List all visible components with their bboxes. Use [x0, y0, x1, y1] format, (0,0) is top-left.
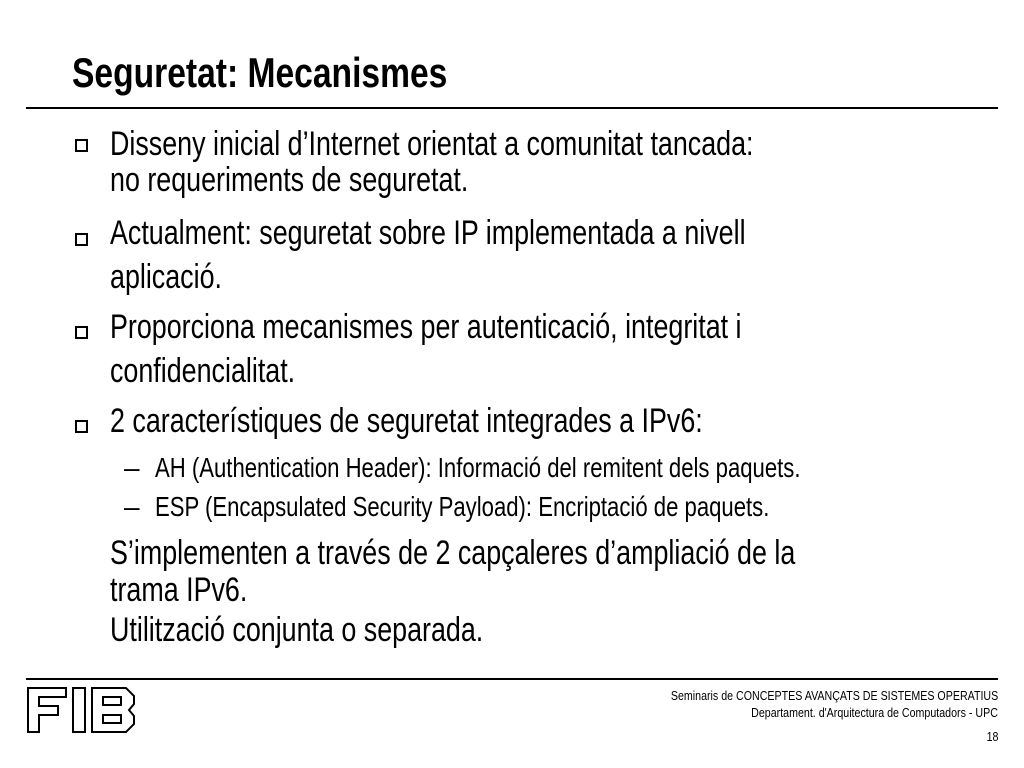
- bullet-marker-2: [75, 233, 88, 246]
- sub-bullet-2: ESP (Encapsulated Security Payload): Encriptació de paquets.: [155, 491, 770, 522]
- continuation-line-3: Utilització conjunta o separada.: [110, 611, 484, 649]
- title-divider: [26, 107, 998, 109]
- bullet-4-line-1: 2 característiques de seguretat integrades a IPv6:: [110, 402, 703, 440]
- bullet-marker-3: [75, 326, 88, 339]
- continuation-line-2: trama IPv6.: [110, 571, 248, 609]
- sub-bullet-1: AH (Authentication Header): Informació del remitent dels paquets.: [155, 452, 801, 483]
- footer-divider: [26, 678, 998, 680]
- bullet-1-line-2: no requeriments de seguretat.: [110, 161, 469, 199]
- bullet-2-line-1: Actualment: seguretat sobre IP implementada a nivell: [110, 214, 746, 252]
- continuation-line-1: S’implementen a través de 2 capçaleres d’ampliació de la: [110, 534, 796, 572]
- footer-seminar-title: Seminaris de CONCEPTES AVANÇATS DE SISTEMES OPERATIUS: [670, 688, 998, 703]
- bullet-2-line-2: aplicació.: [110, 258, 222, 296]
- fib-logo: [26, 684, 138, 736]
- bullet-3-line-2: confidencialitat.: [110, 352, 296, 390]
- page-number: 18: [986, 729, 998, 744]
- footer-department: Departament. d'Arquitectura de Computadors - UPC: [751, 705, 998, 720]
- slide-title: Seguretat: Mecanismes: [72, 49, 448, 96]
- bullet-marker-4: [75, 420, 88, 433]
- sub-bullet-marker-1: –: [124, 452, 140, 483]
- sub-bullet-marker-2: –: [124, 491, 140, 522]
- bullet-marker-1: [75, 139, 88, 152]
- bullet-3-line-1: Proporciona mecanismes per autenticació, integritat i: [110, 308, 742, 346]
- bullet-1-line-1: Disseny inicial d’Internet orientat a comunitat tancada:: [110, 125, 754, 163]
